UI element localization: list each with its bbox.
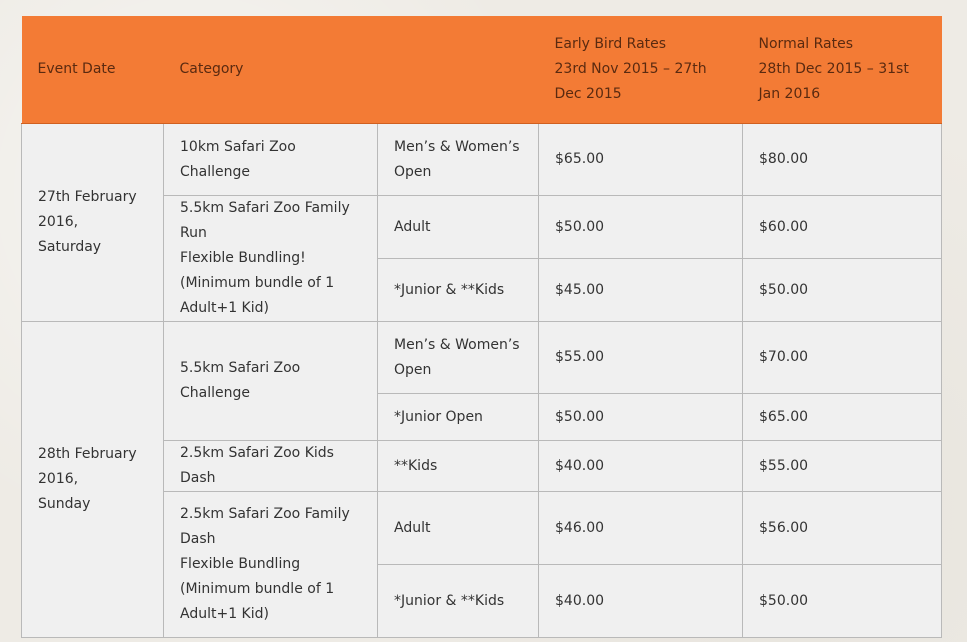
- normal-price-cell: $50.00: [743, 565, 942, 638]
- early-price-cell: $65.00: [539, 124, 743, 196]
- category-cell: [164, 492, 378, 638]
- subcategory-cell: Adult: [378, 196, 539, 259]
- normal-price-cell: $50.00: [743, 259, 942, 322]
- normal-price-cell: $65.00: [743, 394, 942, 441]
- normal-price-cell: $60.00: [743, 196, 942, 259]
- early-price-cell: $46.00: [539, 492, 743, 565]
- category-name: 2.5km Safari Zoo Family Dash: [180, 506, 350, 547]
- category-note: Flexible Bundling!: [180, 250, 306, 266]
- event-date-cell: [22, 124, 164, 322]
- early-price-cell: $40.00: [539, 565, 743, 638]
- subcategory-cell: **Kids: [378, 441, 539, 492]
- category-cell: 2.5km Safari Zoo Kids Dash: [164, 441, 378, 492]
- table-header-row: [22, 16, 942, 124]
- date-line: 28th February: [38, 446, 137, 462]
- subcategory-cell: Adult: [378, 492, 539, 565]
- header-category: Category: [164, 16, 539, 124]
- early-price-cell: $40.00: [539, 441, 743, 492]
- early-price-cell: $50.00: [539, 394, 743, 441]
- header-early-bird: [539, 16, 743, 124]
- table-row: [22, 124, 942, 196]
- subcategory-cell: Men’s & Women’s Open: [378, 322, 539, 394]
- early-price-cell: $45.00: [539, 259, 743, 322]
- category-cell: [164, 196, 378, 322]
- early-bird-range: 23rd Nov 2015 – 27th Dec 2015: [554, 61, 707, 102]
- date-line: Saturday: [38, 239, 102, 255]
- category-note: Flexible Bundling: [180, 556, 301, 572]
- category-name: 5.5km Safari Zoo Family Run: [180, 200, 350, 241]
- normal-price-cell: $55.00: [743, 441, 942, 492]
- date-line: Sunday: [38, 496, 91, 512]
- early-bird-title: Early Bird Rates: [554, 36, 667, 52]
- normal-range: 28th Dec 2015 – 31st Jan 2016: [758, 61, 909, 102]
- header-normal: [743, 16, 942, 124]
- category-cell: 5.5km Safari Zoo Challenge: [164, 322, 378, 441]
- header-event-date: Event Date: [22, 16, 164, 124]
- normal-price-cell: $56.00: [743, 492, 942, 565]
- early-price-cell: $50.00: [539, 196, 743, 259]
- subcategory-cell: Men’s & Women’s Open: [378, 124, 539, 196]
- subcategory-cell: *Junior Open: [378, 394, 539, 441]
- table-row: [22, 322, 942, 394]
- subcategory-cell: *Junior & **Kids: [378, 565, 539, 638]
- early-price-cell: $55.00: [539, 322, 743, 394]
- date-line: 2016,: [38, 214, 79, 230]
- normal-price-cell: $80.00: [743, 124, 942, 196]
- category-cell: 10km Safari Zoo Challenge: [164, 124, 378, 196]
- normal-price-cell: $70.00: [743, 322, 942, 394]
- category-note: (Minimum bundle of 1 Adult+1 Kid): [180, 275, 335, 316]
- category-note: (Minimum bundle of 1 Adult+1 Kid): [180, 581, 335, 622]
- subcategory-cell: *Junior & **Kids: [378, 259, 539, 322]
- event-date-cell: [22, 322, 164, 638]
- date-line: 27th February: [38, 189, 137, 205]
- race-rates-table: [21, 16, 942, 638]
- date-line: 2016,: [38, 471, 79, 487]
- normal-title: Normal Rates: [758, 36, 854, 52]
